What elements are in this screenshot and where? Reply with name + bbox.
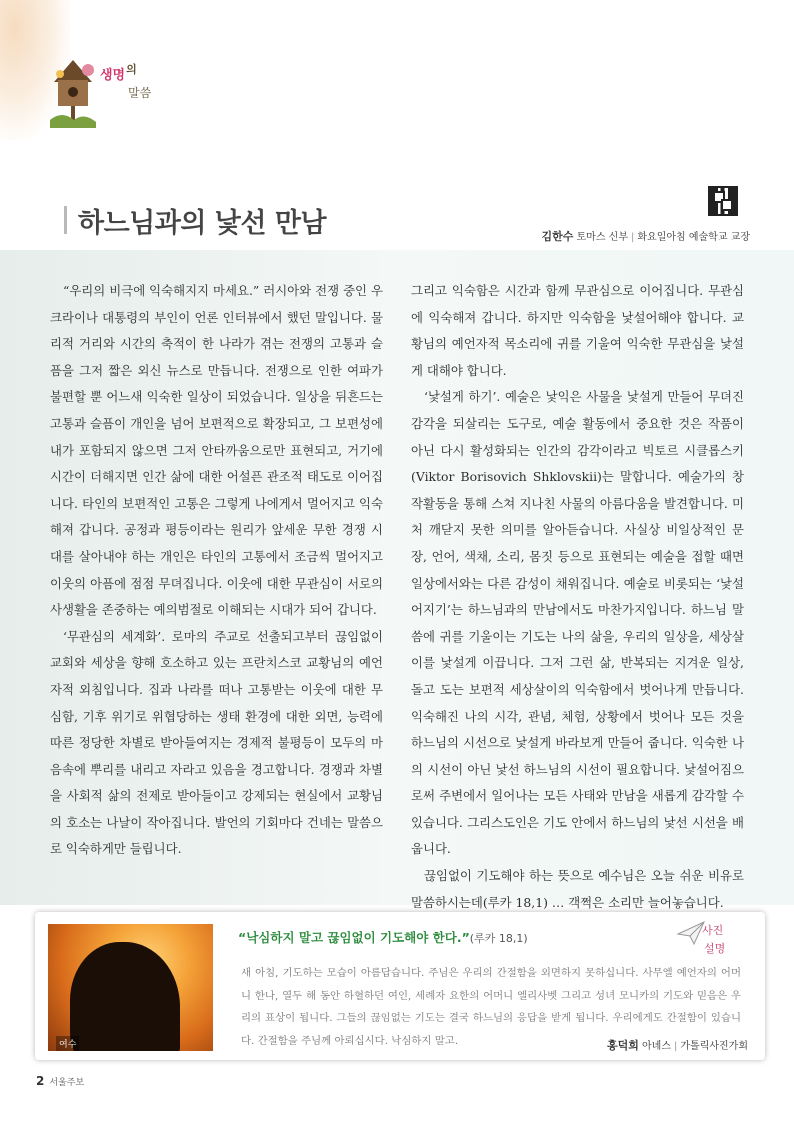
silhouette-hands (158, 982, 180, 1051)
credit-separator: | (674, 1041, 678, 1052)
paragraph: ‘낯설게 하기’. 예술은 낯익은 사물을 낯설게 만들어 무뎌진 감각을 되살리는 도구로, 예술 활동에서 중요한 것은 작품이 아닌 다시 활성화되는 인간의 감각이라고 빅토르 시클롭스키(Viktor Borisovich Shklovskii)는 말합니다. 예술가의 창작활동을 통해 스쳐 지나친 사물의 아름다움을 발견합니다. 미처 깨닫지 못한 의미를 알아듣습니다. 사실상 비일상적인 문장, 언어, 색채, 소리, 몸짓 등으로 표현되는 예술을 접할 때면 일상에서와는 다른 감성이 채워집니다. 예술로 비롯되는 ‘낯설어지기’는 하느님과의 만남에서도 마찬가지입니다. 하느님 말씀에 귀를 기울이는 기도는 나의 삶을, 우리의 일상을, 세상살이를 낯설게 이끕니다. 그저 그런 삶, 반복되는 지겨운 일상, 돌고 도는 보편적 세상살이의 익숙함에서 벗어나게 만듭니다. 익숙해진 나의 시각, 관념, 체험, 상황에서 벗어나 모든 것을 하느님의 시선으로 낯설게 바라보게 만들어 줍니다. 익숙한 나의 시선이 아닌 낯선 하느님의 시선이 필요합니다. 낯설어짐으로써 주변에서 일어나는 모든 사태와 만남을 새롭게 감각할 수 있습니다. 그리스도인은 기도 안에서 하느님의 낯선 시선을 배웁니다. (411, 389, 744, 857)
qr-code-icon[interactable] (708, 186, 738, 216)
author-org: 화요일아침 예술학교 교장 (637, 232, 750, 243)
credit-role: 아녜스 (642, 1041, 671, 1052)
photo-location-tag: 여수 (56, 1036, 79, 1051)
photo-label: 사진 (702, 924, 724, 937)
photo-caption-text: 새 아침, 기도하는 모습이 아름답습니다. 주님은 우리의 간절함을 외면하지 못하십니다. 사무엘 예언자의 어머니 한나, 열두 해 동안 하혈하던 여인, 세례자 요한의 어머니 엘리사벳 그리고 성녀 모니카의 기도와 믿음은 우리의 표상이 됩니다. 그들의 끊임없는 기도는 결국 하느님의 응답을 받게 됩니다. 우리에게도 간절함이 있습니다. 간절함을 주님께 아뢰십시다. 낙심하지 말고. (241, 967, 741, 1047)
author-separator: | (631, 232, 635, 243)
article-column-left (50, 278, 383, 863)
author-role: 토마스 신부 (576, 232, 628, 243)
credit-org: 가톨릭사진가회 (680, 1041, 748, 1052)
page-footer (36, 1074, 84, 1088)
page-title: 하느님과의 낯선 만남 (78, 208, 327, 239)
quote-text: “낙심하지 말고 끊임없이 기도해야 한다.” (238, 930, 470, 945)
section-logo (48, 50, 158, 130)
paragraph: 그리고 익숙함은 시간과 함께 무관심으로 이어집니다. 무관심에 익숙해져 갑니다. 하지만 익숙함을 낯설어해야 합니다. 교황님의 예언자적 목소리에 귀를 기울여 익숙한 무관심을 낯설게 대해야 합니다. (411, 283, 744, 378)
birdhouse-icon (48, 50, 98, 128)
paragraph: 끊임없이 기도해야 하는 뜻으로 예수님은 오늘 쉬운 비유로 말씀하시는데(루카 18,1) … 객쩍은 소리만 늘어놓습니다. (411, 868, 744, 910)
scripture-quote (238, 928, 528, 946)
author-name: 김한수 (541, 230, 574, 243)
publication-name: 서울주보 (49, 1078, 85, 1088)
logo-text-sub: 말씀 (128, 86, 152, 100)
credit-name: 홍덕희 (606, 1039, 639, 1052)
title-divider (64, 206, 67, 234)
article-column-right (411, 278, 744, 916)
photo-credit (607, 1037, 748, 1053)
paragraph: “우리의 비극에 익숙해지지 마세요.” 러시아와 전쟁 중인 우크라이나 대통령의 부인이 언론 인터뷰에서 했던 말입니다. 물리적 거리와 시간의 축적이 한 나라가 겪는 전쟁의 고통과 슬픔을 그저 짧은 외신 뉴스로 만듭니다. 전쟁으로 인한 여파가 불편할 뿐 어느새 익숙한 일상이 되었습니다. 일상을 뒤흔드는 고통과 슬픔이 개인을 넘어 보편적으로 확장되고, 그 보편성에 내가 포함되지 않으면 그저 안타까움으로만 표현되고, 거기에 시간이 더해지면 인간 삶에 대한 어설픈 관조적 태도로 이어집니다. 타인의 보편적인 고통은 그렇게 나에게서 멀어지고 익숙해져 갑니다. 공정과 평등이라는 원리가 앞세운 무한 경쟁 시대를 살아내야 하는 개인은 타인의 고통에서 조금씩 멀어지고 이웃의 아픔에 점점 무뎌집니다. 이웃에 대한 무관심이 서로의 사생활을 존중하는 예의범절로 이해되는 시대가 되어 갑니다. (50, 283, 383, 618)
page-number: 2 (36, 1074, 45, 1088)
quote-reference: (루카 18,1) (469, 932, 528, 945)
paragraph: ‘무관심의 세계화’. 로마의 주교로 선출되고부터 끊임없이 교회와 세상을 향해 호소하고 있는 프란치스코 교황님의 예언자적 외침입니다. 집과 나라를 떠나 고통받는 이웃에 대한 무심함, 기후 위기로 위협당하는 생태 환경에 대한 외면, 능력에 따른 정당한 차별로 받아들여지는 경제적 불평등이 모두의 마음속에 뿌리를 내리고 자라고 있음을 경고합니다. 경쟁과 차별을 사회적 삶의 전제로 받아들이고 강제되는 현실에서 교황님의 호소는 나날이 작아집니다. 발언의 기회마다 건네는 말씀으로 익숙하게만 들립니다. (50, 628, 383, 857)
photo-label: 설명 (704, 942, 726, 955)
author-byline (541, 228, 750, 244)
prayer-photo (48, 924, 213, 1051)
logo-text-main: 생명$^의$ (100, 63, 137, 83)
